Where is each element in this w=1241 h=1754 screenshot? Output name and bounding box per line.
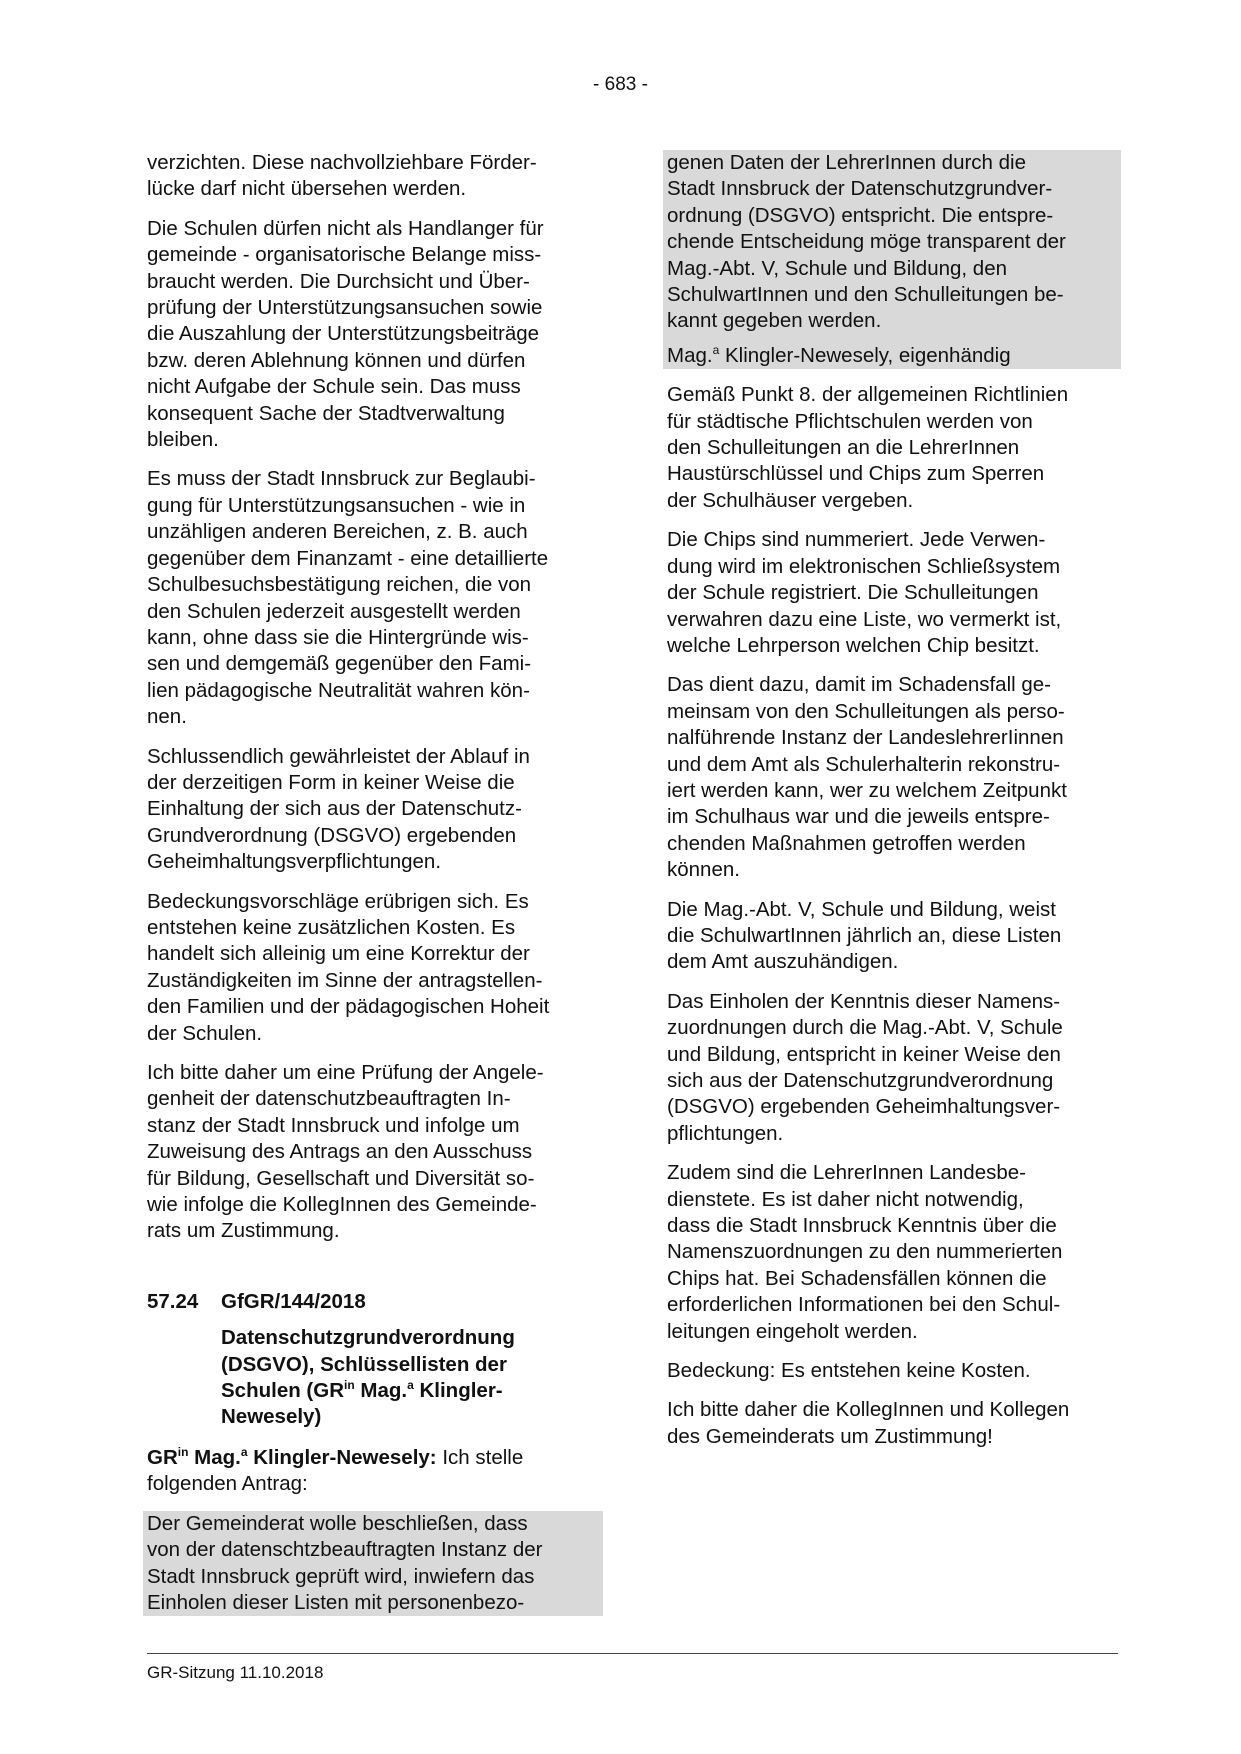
agenda-item-code: GfGR/144/2018 (221, 1289, 366, 1313)
motion-signature (663, 335, 1121, 369)
speaker-paragraph (147, 1445, 599, 1498)
speaker-superscript: in (177, 1445, 189, 1460)
motion-text-continued: genen Daten der LehrerInnen durch die Stadt Innsbruck der Datenschutzgrundver- ordnung (DSGVO) entspricht. Die entspre- chende Entscheidung möge transparent der Mag.-Abt. V, Schule und Bildung, den SchulwartInnen und den Schulleitungen be- kannt gegeben werden. (663, 150, 1121, 335)
page-number: - 683 - (593, 74, 648, 95)
title-text: Klingler- Newesely) (221, 1379, 503, 1429)
paragraph: Zudem sind die LehrerInnen Landesbe- dienstete. Es ist daher nicht notwendig, dass die Stadt Innsbruck Kenntnis über die Namenszuordnungen zu den nummerierten Chips hat. Bei Schadensfällen können die erforderlichen Informationen bei den Schul- leitungen eingeholt werden. (667, 1161, 1063, 1343)
title-text: Datenschutzgrundverordnung (DSGVO), Schlüssellisten der Schulen (GR (221, 1326, 515, 1403)
right-column (667, 150, 1117, 1463)
paragraph: Ich bitte daher die KollegInnen und Kollegen des Gemeinderats um Zustimmung! (667, 1398, 1070, 1448)
left-column (147, 150, 599, 1616)
speaker-superscript: a (240, 1445, 248, 1460)
title-text: Mag. (354, 1379, 408, 1403)
paragraph: Gemäß Punkt 8. der allgemeinen Richtlinien für städtische Pflichtschulen werden von den Schulleitungen an die LehrerInnen Haustürschlüssel und Chips zum Sperren der Schulhäuser vergeben. (667, 383, 1069, 512)
motion-text: Der Gemeinderat wolle beschließen, dass von der datenschtzbeauftragten Instanz der Stadt Innsbruck geprüft wird, inwiefern das Einholen dieser Listen mit personenbezo- (143, 1511, 603, 1617)
signature-superscript: a (712, 343, 720, 358)
speaker-text: GR (147, 1445, 178, 1469)
paragraph: Bedeckung: Es entstehen keine Kosten. (667, 1359, 1031, 1383)
speaker-statement: Ich stelle folgenden Antrag: (147, 1445, 524, 1496)
signature-text: Klingler-Newesely, eigenhändig (719, 343, 1011, 367)
agenda-item-number: 57.24 (147, 1289, 199, 1313)
speaker-name (147, 1446, 437, 1469)
agenda-item-title (221, 1325, 599, 1431)
paragraph: verzichten. Diese nachvollziehbare Förder- lücke darf nicht übersehen werden. (147, 151, 537, 201)
speaker-text: Klingler-Newesely: (247, 1445, 437, 1469)
paragraph: Schlussendlich gewährleistet der Ablauf in der derzeitigen Form in keiner Weise die Einhaltung der sich aus der Datenschutz- Grundverordnung (DSGVO) ergebenden Geheimhaltungsverpflichtungen. (147, 744, 530, 874)
agenda-item-heading (147, 1289, 599, 1315)
footer-divider (147, 1653, 1118, 1654)
paragraph: Ich bitte daher um eine Prüfung der Angele- genheit der datenschutzbeauftragten In- stanz der Stadt Innsbruck und infolge um Zuweisung des Antrags an den Ausschuss für Bildung, Gesellschaft und Diversität so- wie infolge die KollegInnen des Gemeinde- rats um Zustimmung. (147, 1061, 544, 1243)
paragraph: Das Einholen der Kenntnis dieser Namens- zuordnungen durch die Mag.-Abt. V, Schule und Bildung, entspricht in keiner Weise den sich aus der Datenschutzgrundverordnung (DSGVO) ergebenden Geheimhaltungsver- pflichtungen. (667, 989, 1063, 1145)
paragraph: Das dient dazu, damit im Schadensfall ge- meinsam von den Schulleitungen als perso- nalführende Instanz der LandeslehrerIinnen und dem Amt als Schulerhalterin rekonstru- iert werden kann, wer zu welchem Zeitpunkt im Schulhaus war und die jeweils entspre- chenden Maßnahmen getroffen werden können. (667, 673, 1067, 882)
title-superscript: in (344, 1378, 355, 1393)
speaker-text: Mag. (188, 1445, 241, 1469)
paragraph: Bedeckungsvorschläge erübrigen sich. Es entstehen keine zusätzlichen Kosten. Es handelt sich alleinig um eine Korrektur der Zuständigkeiten im Sinne der antragstellen- den Familien und der pädagogischen Hoheit der Schulen. (147, 889, 550, 1045)
signature-text: Mag. (667, 343, 713, 367)
paragraph: Die Schulen dürfen nicht als Handlanger für gemeinde - organisatorische Belange miss- braucht werden. Die Durchsicht und Über- prüfung der Unterstützungsansuchen sowie die Auszahlung der Unterstützungsbeiträge bzw. deren Ablehnung können und dürfen nicht Aufgabe der Schule sein. Das muss konsequent Sache der Stadtverwaltung bleiben. (147, 216, 544, 452)
paragraph: Die Mag.-Abt. V, Schule und Bildung, weist die SchulwartInnen jährlich an, diese Listen dem Amt auszuhändigen. (667, 897, 1062, 974)
paragraph: Die Chips sind nummeriert. Jede Verwen- dung wird im elektronischen Schließsystem der Schule registriert. Die Schulleitungen verwahren dazu eine Liste, wo vermerkt ist, welche Lehrperson welchen Chip besitzt. (667, 528, 1062, 657)
paragraph: Es muss der Stadt Innsbruck zur Beglaubi- gung für Unterstützungsansuchen - wie in unzähligen anderen Bereichen, z. B. auch gegenüber dem Finanzamt - eine detaillierte Schulbesuchsbestätigung reichen, die von den Schulen jederzeit ausgestellt werden kann, ohne dass sie die Hintergründe wis- sen und demgemäß gegenüber den Fami- lien pädagogische Neutralität wahren kön- nen. (147, 467, 549, 729)
footer-text: GR-Sitzung 11.10.2018 (147, 1663, 324, 1682)
title-superscript: a (407, 1378, 414, 1393)
